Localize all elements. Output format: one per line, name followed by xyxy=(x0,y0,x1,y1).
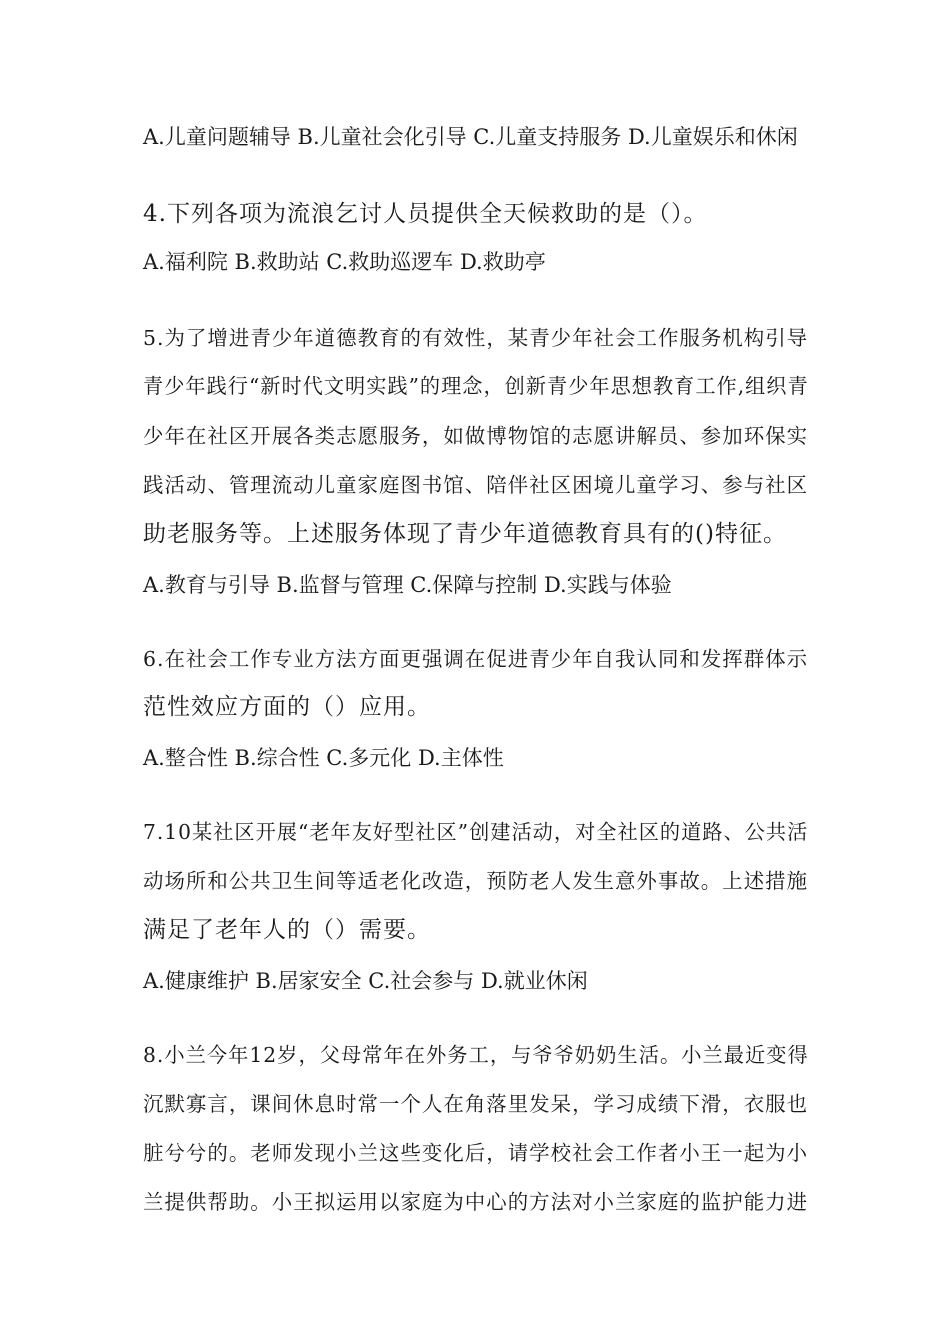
q4-stem: 4.下列各项为流浪乞讨人员提供全天候救助的是（）。 xyxy=(143,201,708,227)
q5-stem-line-5: 助老服务等。上述服务体现了青少年道德教育具有的()特征。 xyxy=(143,521,787,547)
q7-stem-line-1: 7.10某社区开展“老年友好型社区”创建活动，对全社区的道路、公共活 xyxy=(143,820,809,844)
q4-options: A.福利院 B.救助站 C.救助巡逻车 D.救助亭 xyxy=(143,250,546,274)
q6-stem-line-2: 范性效应方面的（）应用。 xyxy=(143,694,431,720)
q8-stem-line-2: 沉默寡言，课间休息时常一个人在角落里发呆，学习成绩下滑，衣服也 xyxy=(143,1092,809,1116)
q7-stem-line-3: 满足了老年人的（）需要。 xyxy=(143,917,431,943)
q7-stem-line-2: 动场所和公共卫生间等适老化改造，预防老人发生意外事故。上述措施 xyxy=(143,869,809,893)
q6-stem-line-1: 6.在社会工作专业方法方面更强调在促进青少年自我认同和发挥群体示 xyxy=(143,647,809,671)
q3-options: A.儿童问题辅导 B.儿童社会化引导 C.儿童支持服务 D.儿童娱乐和休闲 xyxy=(143,125,798,149)
q8-stem-line-1: 8.小兰今年12岁，父母常年在外务工，与爷爷奶奶生活。小兰最近变得 xyxy=(143,1043,809,1067)
q8-stem-line-3: 脏兮兮的。老师发现小兰这些变化后，请学校社会工作者小王一起为小 xyxy=(143,1141,809,1165)
q8-stem-line-4: 兰提供帮助。小王拟运用以家庭为中心的方法对小兰家庭的监护能力进 xyxy=(143,1190,809,1214)
q5-stem-line-1: 5.为了增进青少年道德教育的有效性，某青少年社会工作服务机构引导 xyxy=(143,326,809,350)
q5-stem-line-3: 少年在社区开展各类志愿服务，如做博物馆的志愿讲解员、参加环保实 xyxy=(143,424,809,448)
q5-options: A.教育与引导 B.监督与管理 C.保障与控制 D.实践与体验 xyxy=(143,573,672,597)
q7-options: A.健康维护 B.居家安全 C.社会参与 D.就业休闲 xyxy=(143,969,588,993)
q5-stem-line-4: 践活动、管理流动儿童家庭图书馆、陪伴社区困境儿童学习、参与社区 xyxy=(143,473,809,497)
q5-stem-line-2: 青少年践行“新时代文明实践”的理念，创新青少年思想教育工作,组织青 xyxy=(143,374,809,398)
q6-options: A.整合性 B.综合性 C.多元化 D.主体性 xyxy=(143,746,504,770)
